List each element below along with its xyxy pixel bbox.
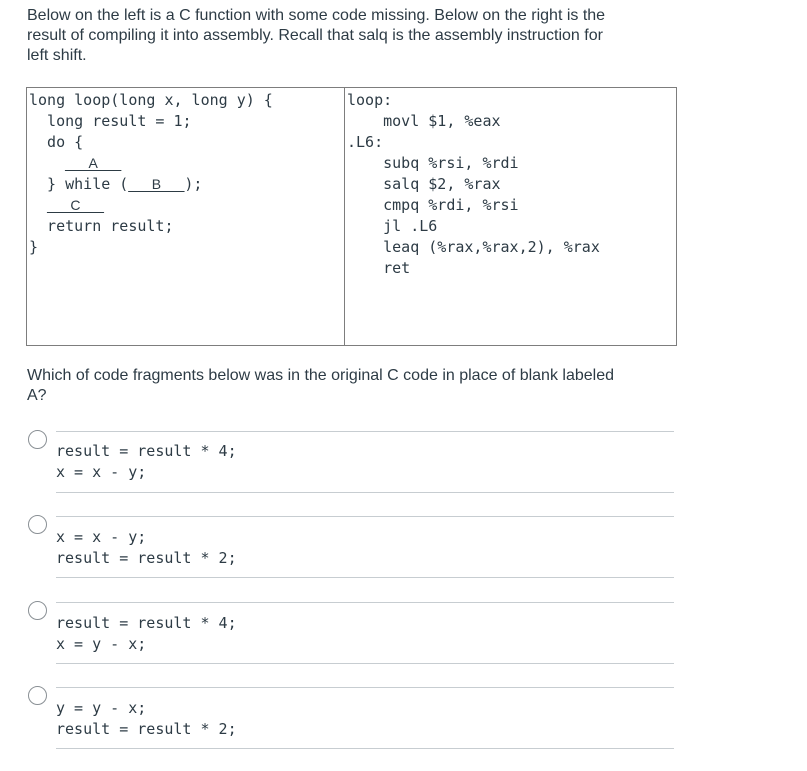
answer-code-line: y = y - x; (56, 699, 147, 717)
question-intro (27, 6, 677, 66)
radio-button[interactable] (28, 430, 47, 449)
radio-button[interactable] (28, 515, 47, 534)
c-code-line: } (29, 238, 39, 256)
divider (56, 577, 674, 578)
blank-b: ___B___ (128, 176, 185, 192)
asm-line: ret (347, 259, 411, 277)
c-code-line: return result; (29, 217, 174, 235)
c-code-line (29, 153, 121, 174)
answer-code-line: x = y - x; (56, 635, 147, 653)
question-line: A? (27, 387, 47, 404)
asm-line: .L6: (347, 133, 384, 151)
c-code-line (29, 195, 104, 216)
asm-line: leaq (%rax,%rax,2), %rax (347, 238, 600, 256)
divider (56, 687, 674, 688)
indent (29, 154, 65, 172)
divider (56, 602, 674, 603)
divider (56, 431, 674, 432)
divider (56, 516, 674, 517)
c-code-line (29, 174, 202, 195)
intro-line: left shift. (27, 47, 87, 64)
intro-line: result of compiling it into assembly. Recall that salq is the assembly instruction for (27, 27, 603, 44)
radio-button[interactable] (28, 686, 47, 705)
code-table (26, 87, 677, 346)
divider (56, 748, 674, 749)
asm-line: loop: (347, 91, 393, 109)
blank-a: ___A___ (65, 155, 122, 171)
c-code-line: long loop(long x, long y) { (29, 91, 273, 109)
radio-button[interactable] (28, 601, 47, 620)
while-prefix: } while ( (29, 175, 129, 193)
question-text (27, 366, 677, 406)
asm-code-cell (345, 88, 676, 345)
while-suffix: ); (184, 175, 203, 193)
c-code-line: long result = 1; (29, 112, 192, 130)
answer-code-line: x = x - y; (56, 463, 147, 481)
c-code-cell (27, 88, 345, 345)
c-code-line: do { (29, 133, 84, 151)
asm-line: cmpq %rdi, %rsi (347, 196, 519, 214)
divider (56, 663, 674, 664)
intro-line: Below on the left is a C function with some code missing. Below on the right is the (27, 7, 606, 24)
asm-line: subq %rsi, %rdi (347, 154, 519, 172)
blank-c: ___C___ (47, 197, 104, 213)
asm-line: salq $2, %rax (347, 175, 501, 193)
asm-line: movl $1, %eax (347, 112, 501, 130)
answer-code-line: result = result * 2; (56, 549, 237, 567)
indent (29, 196, 47, 214)
answer-code-line: x = x - y; (56, 528, 147, 546)
divider (56, 492, 674, 493)
answer-code-line: result = result * 2; (56, 720, 237, 738)
answer-code-line: result = result * 4; (56, 442, 237, 460)
asm-line: jl .L6 (347, 217, 438, 235)
answer-code-line: result = result * 4; (56, 614, 237, 632)
question-line: Which of code fragments below was in the original C code in place of blank labeled (27, 367, 614, 384)
